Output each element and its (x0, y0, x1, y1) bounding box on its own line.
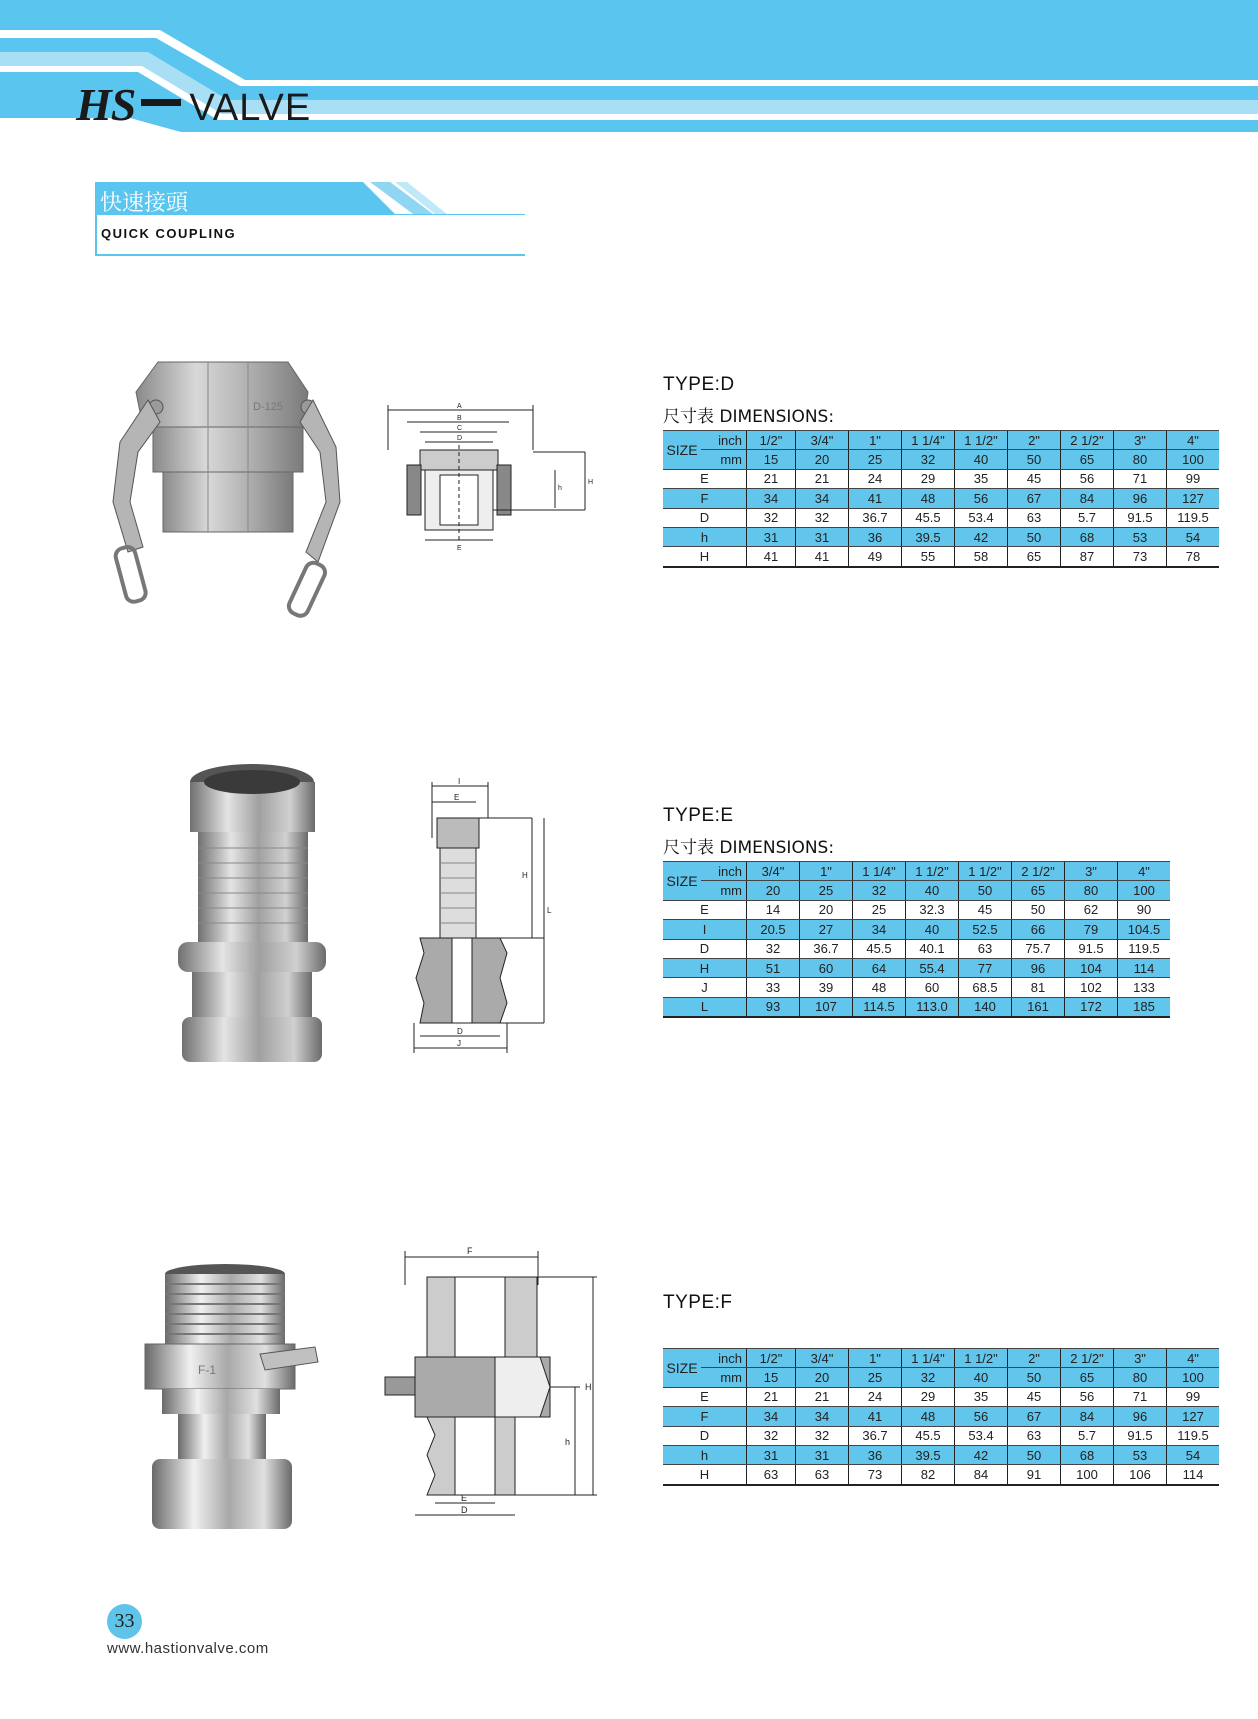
inch-size-cell: 1" (849, 1349, 902, 1368)
table-cell: 93 (747, 997, 800, 1017)
table-row (663, 900, 1170, 919)
table-cell: 71 (1114, 469, 1167, 488)
table-cell: 113.0 (906, 997, 959, 1017)
type-f-male-adapter-photo (140, 1262, 320, 1537)
mm-size-cell: 15 (747, 1368, 796, 1387)
table-cell: 84 (1061, 1407, 1114, 1426)
table-cell: 114.5 (853, 997, 906, 1017)
table-cell: 48 (902, 489, 955, 508)
table-cell: 75.7 (1012, 939, 1065, 958)
type-d-coupler-photo (108, 352, 348, 627)
table-cell: 21 (747, 469, 796, 488)
table-cell: 45.5 (902, 508, 955, 527)
table-cell: 127 (1167, 489, 1220, 508)
drawing-label: I (458, 778, 461, 786)
inch-size-cell: 1 1/4" (902, 1349, 955, 1368)
table-cell: 161 (1012, 997, 1065, 1017)
table-cell: 40 (906, 920, 959, 939)
table-cell: 31 (747, 1445, 796, 1464)
drawing-label: D (457, 1027, 463, 1036)
table-cell: 39.5 (902, 1445, 955, 1464)
table-cell: 68 (1061, 527, 1114, 546)
unit-inch-label: inch (701, 1349, 747, 1368)
size-mm-row (663, 450, 1219, 469)
inch-size-cell: 3/4" (796, 431, 849, 450)
table-cell: 104.5 (1118, 920, 1171, 939)
unit-inch-label: inch (701, 862, 747, 881)
table-cell: 45 (1008, 469, 1061, 488)
inch-size-cell: 2 1/2" (1012, 862, 1065, 881)
table-cell: 21 (747, 1387, 796, 1406)
mm-size-cell: 25 (849, 1368, 902, 1387)
table-cell: 31 (796, 527, 849, 546)
table-row (663, 978, 1170, 997)
type-d-spec (663, 374, 1219, 568)
size-inch-row (663, 1349, 1219, 1368)
header-band (0, 0, 1258, 148)
table-cell: 41 (747, 547, 796, 567)
table-cell: 96 (1114, 489, 1167, 508)
table-cell: 21 (796, 469, 849, 488)
mm-size-cell: 50 (959, 881, 1012, 900)
inch-size-cell: 2" (1008, 1349, 1061, 1368)
table-cell: 96 (1012, 958, 1065, 977)
table-cell: 45 (1008, 1387, 1061, 1406)
table-cell: 63 (1008, 508, 1061, 527)
table-row (663, 489, 1219, 508)
table-cell: 106 (1114, 1465, 1167, 1485)
table-row (663, 469, 1219, 488)
table-row (663, 997, 1170, 1017)
inch-size-cell: 1 1/2" (955, 431, 1008, 450)
drawing-label: D (461, 1505, 468, 1515)
table-cell: 33 (747, 978, 800, 997)
inch-size-cell: 3" (1114, 1349, 1167, 1368)
inch-size-cell: 3/4" (747, 862, 800, 881)
table-cell: 133 (1118, 978, 1171, 997)
mm-size-cell: 32 (902, 450, 955, 469)
table-cell: 21 (796, 1387, 849, 1406)
table-cell: 53 (1114, 1445, 1167, 1464)
drawing-label: H (585, 1382, 592, 1392)
logo-valve-text: VALVE (189, 87, 312, 129)
table-cell: 172 (1065, 997, 1118, 1017)
drawing-label: E (461, 1493, 468, 1503)
table-cell: 55.4 (906, 958, 959, 977)
row-label: D (663, 939, 747, 958)
table-cell: 35 (955, 1387, 1008, 1406)
type-f-dimensions-table (663, 1348, 1219, 1486)
table-cell: 49 (849, 547, 902, 567)
table-cell: 36.7 (800, 939, 853, 958)
table-cell: 41 (849, 489, 902, 508)
table-cell: 62 (1065, 900, 1118, 919)
svg-text:D-125: D-125 (253, 401, 283, 413)
type-e-label: TYPE:E (663, 805, 734, 826)
table-cell: 27 (800, 920, 853, 939)
inch-size-cell: 1" (849, 431, 902, 450)
mm-size-cell: 65 (1061, 450, 1114, 469)
table-cell: 60 (800, 958, 853, 977)
unit-mm-label: mm (701, 450, 747, 469)
type-d-label: TYPE:D (663, 374, 735, 395)
table-cell: 45 (959, 900, 1012, 919)
logo-hs-text: HS (76, 79, 136, 130)
drawing-label: F (467, 1246, 473, 1256)
mm-size-cell: 32 (853, 881, 906, 900)
table-cell: 45.5 (853, 939, 906, 958)
section-title (95, 182, 525, 256)
inch-size-cell: 2 1/2" (1061, 431, 1114, 450)
mm-size-cell: 32 (902, 1368, 955, 1387)
mm-size-cell: 15 (747, 450, 796, 469)
table-cell: 48 (902, 1407, 955, 1426)
size-label: SIZE (663, 431, 701, 470)
table-cell: 53.4 (955, 508, 1008, 527)
table-row (663, 1465, 1219, 1485)
mm-size-cell: 50 (1008, 1368, 1061, 1387)
table-cell: 35 (955, 469, 1008, 488)
table-cell: 31 (796, 1445, 849, 1464)
type-d-dimensions-table (663, 430, 1219, 568)
svg-text:F-1: F-1 (198, 1363, 216, 1377)
table-cell: 91 (1008, 1465, 1061, 1485)
mm-size-cell: 20 (796, 1368, 849, 1387)
table-cell: 82 (902, 1465, 955, 1485)
table-cell: 68.5 (959, 978, 1012, 997)
row-label: h (663, 1445, 747, 1464)
drawing-label: H (522, 871, 528, 880)
size-inch-row (663, 431, 1219, 450)
table-cell: 32 (796, 1426, 849, 1445)
table-cell: 32 (796, 508, 849, 527)
row-label: E (663, 900, 747, 919)
table-cell: 36.7 (849, 508, 902, 527)
row-label: H (663, 958, 747, 977)
table-cell: 54 (1167, 1445, 1220, 1464)
table-cell: 50 (1008, 1445, 1061, 1464)
drawing-label: J (457, 1039, 461, 1048)
table-cell: 56 (1061, 1387, 1114, 1406)
section-title-chinese: 快速接頭 (100, 191, 189, 216)
table-cell: 29 (902, 1387, 955, 1406)
mm-size-cell: 40 (906, 881, 959, 900)
table-cell: 87 (1061, 547, 1114, 567)
row-label: D (663, 508, 747, 527)
table-cell: 68 (1061, 1445, 1114, 1464)
type-f-dimensions-label (663, 1320, 1219, 1344)
row-label: H (663, 547, 747, 567)
table-cell: 119.5 (1167, 1426, 1220, 1445)
mm-size-cell: 80 (1114, 1368, 1167, 1387)
inch-size-cell: 3" (1065, 862, 1118, 881)
mm-size-cell: 25 (849, 450, 902, 469)
table-cell: 34 (747, 1407, 796, 1426)
unit-inch-label: inch (701, 431, 747, 450)
table-cell: 73 (849, 1465, 902, 1485)
table-cell: 96 (1114, 1407, 1167, 1426)
inch-size-cell: 1 1/2" (955, 1349, 1008, 1368)
table-cell: 84 (1061, 489, 1114, 508)
mm-size-cell: 65 (1012, 881, 1065, 900)
row-label: h (663, 527, 747, 546)
table-cell: 41 (849, 1407, 902, 1426)
drawing-label: A (457, 403, 462, 410)
table-cell: 48 (853, 978, 906, 997)
drawing-label: C (457, 425, 463, 432)
mm-size-cell: 80 (1114, 450, 1167, 469)
table-row (663, 920, 1170, 939)
type-f-label: TYPE:F (663, 1292, 733, 1313)
table-row (663, 1387, 1219, 1406)
table-cell: 63 (747, 1465, 796, 1485)
inch-size-cell: 4" (1167, 1349, 1220, 1368)
inch-size-cell: 1 1/4" (853, 862, 906, 881)
drawing-label: E (454, 793, 460, 802)
drawing-label: H (588, 479, 594, 486)
mm-size-cell: 20 (796, 450, 849, 469)
table-cell: 5.7 (1061, 508, 1114, 527)
mm-size-cell: 20 (747, 881, 800, 900)
table-cell: 29 (902, 469, 955, 488)
drawing-label: h (558, 485, 562, 492)
table-cell: 63 (796, 1465, 849, 1485)
table-cell: 40.1 (906, 939, 959, 958)
table-cell: 34 (853, 920, 906, 939)
table-cell: 51 (747, 958, 800, 977)
type-e-hose-shank-photo (170, 758, 335, 1068)
table-row (663, 1407, 1219, 1426)
table-cell: 71 (1114, 1387, 1167, 1406)
type-d-dimensions-label: 尺寸表 DIMENSIONS: (663, 407, 835, 427)
table-cell: 45.5 (902, 1426, 955, 1445)
table-cell: 25 (853, 900, 906, 919)
section-title-english: QUICK COUPLING (101, 226, 237, 241)
table-cell: 67 (1008, 489, 1061, 508)
inch-size-cell: 4" (1118, 862, 1171, 881)
row-label: D (663, 1426, 747, 1445)
inch-size-cell: 2" (1008, 431, 1061, 450)
table-cell: 56 (955, 489, 1008, 508)
size-mm-row (663, 1368, 1219, 1387)
table-cell: 56 (1061, 469, 1114, 488)
drawing-label: E (457, 545, 462, 552)
row-label: F (663, 489, 747, 508)
table-cell: 55 (902, 547, 955, 567)
table-cell: 104 (1065, 958, 1118, 977)
table-cell: 34 (796, 489, 849, 508)
inch-size-cell: 3/4" (796, 1349, 849, 1368)
table-cell: 90 (1118, 900, 1171, 919)
inch-size-cell: 2 1/2" (1061, 1349, 1114, 1368)
table-cell: 102 (1065, 978, 1118, 997)
table-cell: 114 (1167, 1465, 1220, 1485)
inch-size-cell: 1" (800, 862, 853, 881)
table-cell: 65 (1008, 547, 1061, 567)
row-label: H (663, 1465, 747, 1485)
table-cell: 42 (955, 1445, 1008, 1464)
table-cell: 24 (849, 469, 902, 488)
table-cell: 119.5 (1118, 939, 1171, 958)
unit-mm-label: mm (701, 1368, 747, 1387)
table-cell: 91.5 (1114, 508, 1167, 527)
table-cell: 36 (849, 1445, 902, 1464)
table-cell: 127 (1167, 1407, 1220, 1426)
table-cell: 36.7 (849, 1426, 902, 1445)
table-cell: 50 (1012, 900, 1065, 919)
row-label: E (663, 469, 747, 488)
table-cell: 91.5 (1114, 1426, 1167, 1445)
inch-size-cell: 4" (1167, 431, 1220, 450)
website-url: www.hastionvalve.com (107, 1640, 269, 1657)
table-cell: 58 (955, 547, 1008, 567)
table-cell: 67 (1008, 1407, 1061, 1426)
table-cell: 42 (955, 527, 1008, 546)
table-cell: 32 (747, 1426, 796, 1445)
drawing-label: L (547, 906, 552, 915)
table-cell: 60 (906, 978, 959, 997)
table-cell: 91.5 (1065, 939, 1118, 958)
row-label: E (663, 1387, 747, 1406)
table-cell: 32 (747, 508, 796, 527)
table-cell: 81 (1012, 978, 1065, 997)
inch-size-cell: 1 1/2" (959, 862, 1012, 881)
inch-size-cell: 1/2" (747, 1349, 796, 1368)
table-cell: 63 (959, 939, 1012, 958)
mm-size-cell: 100 (1118, 881, 1171, 900)
inch-size-cell: 1 1/4" (902, 431, 955, 450)
table-cell: 41 (796, 547, 849, 567)
mm-size-cell: 100 (1167, 1368, 1220, 1387)
size-inch-row (663, 862, 1170, 881)
table-cell: 84 (955, 1465, 1008, 1485)
mm-size-cell: 40 (955, 450, 1008, 469)
table-cell: 100 (1061, 1465, 1114, 1485)
table-cell: 53.4 (955, 1426, 1008, 1445)
type-d-cross-section-drawing (385, 400, 600, 565)
table-cell: 20.5 (747, 920, 800, 939)
table-row (663, 547, 1219, 567)
table-cell: 78 (1167, 547, 1220, 567)
drawing-label: h (565, 1437, 571, 1447)
inch-size-cell: 1/2" (747, 431, 796, 450)
table-cell: 50 (1008, 527, 1061, 546)
mm-size-cell: 50 (1008, 450, 1061, 469)
type-f-spec (663, 1292, 1219, 1486)
type-f-cross-section-drawing (365, 1245, 605, 1525)
table-cell: 32.3 (906, 900, 959, 919)
inch-size-cell: 3" (1114, 431, 1167, 450)
mm-size-cell: 25 (800, 881, 853, 900)
table-cell: 34 (796, 1407, 849, 1426)
table-row (663, 508, 1219, 527)
table-row (663, 1445, 1219, 1464)
row-label: J (663, 978, 747, 997)
size-label: SIZE (663, 862, 701, 901)
table-cell: 99 (1167, 469, 1220, 488)
table-cell: 5.7 (1061, 1426, 1114, 1445)
table-cell: 77 (959, 958, 1012, 977)
table-cell: 114 (1118, 958, 1171, 977)
table-cell: 119.5 (1167, 508, 1220, 527)
table-cell: 32 (747, 939, 800, 958)
type-e-dimensions-label: 尺寸表 DIMENSIONS: (663, 838, 835, 858)
drawing-label: D (457, 435, 463, 442)
brand-logo (76, 78, 311, 128)
table-cell: 140 (959, 997, 1012, 1017)
table-cell: 14 (747, 900, 800, 919)
type-e-dimensions-table (663, 861, 1170, 1018)
unit-mm-label: mm (701, 881, 747, 900)
table-cell: 107 (800, 997, 853, 1017)
mm-size-cell: 100 (1167, 450, 1220, 469)
table-cell: 39 (800, 978, 853, 997)
table-cell: 185 (1118, 997, 1171, 1017)
size-label: SIZE (663, 1349, 701, 1388)
table-cell: 79 (1065, 920, 1118, 939)
table-cell: 73 (1114, 547, 1167, 567)
table-cell: 36 (849, 527, 902, 546)
table-cell: 20 (800, 900, 853, 919)
table-cell: 64 (853, 958, 906, 977)
table-row (663, 1426, 1219, 1445)
table-row (663, 958, 1170, 977)
table-cell: 66 (1012, 920, 1065, 939)
row-label: L (663, 997, 747, 1017)
logo-dash (141, 99, 181, 106)
table-cell: 31 (747, 527, 796, 546)
mm-size-cell: 80 (1065, 881, 1118, 900)
type-e-cross-section-drawing (412, 778, 552, 1056)
mm-size-cell: 40 (955, 1368, 1008, 1387)
inch-size-cell: 1 1/2" (906, 862, 959, 881)
table-cell: 39.5 (902, 527, 955, 546)
table-cell: 52.5 (959, 920, 1012, 939)
page-number: 33 (107, 1604, 142, 1639)
table-cell: 56 (955, 1407, 1008, 1426)
type-e-spec (663, 805, 1170, 1018)
table-cell: 63 (1008, 1426, 1061, 1445)
row-label: F (663, 1407, 747, 1426)
table-cell: 99 (1167, 1387, 1220, 1406)
table-cell: 34 (747, 489, 796, 508)
mm-size-cell: 65 (1061, 1368, 1114, 1387)
drawing-label: B (457, 415, 462, 422)
table-row (663, 527, 1219, 546)
row-label: I (663, 920, 747, 939)
table-cell: 54 (1167, 527, 1220, 546)
table-cell: 24 (849, 1387, 902, 1406)
table-cell: 53 (1114, 527, 1167, 546)
size-mm-row (663, 881, 1170, 900)
table-row (663, 939, 1170, 958)
